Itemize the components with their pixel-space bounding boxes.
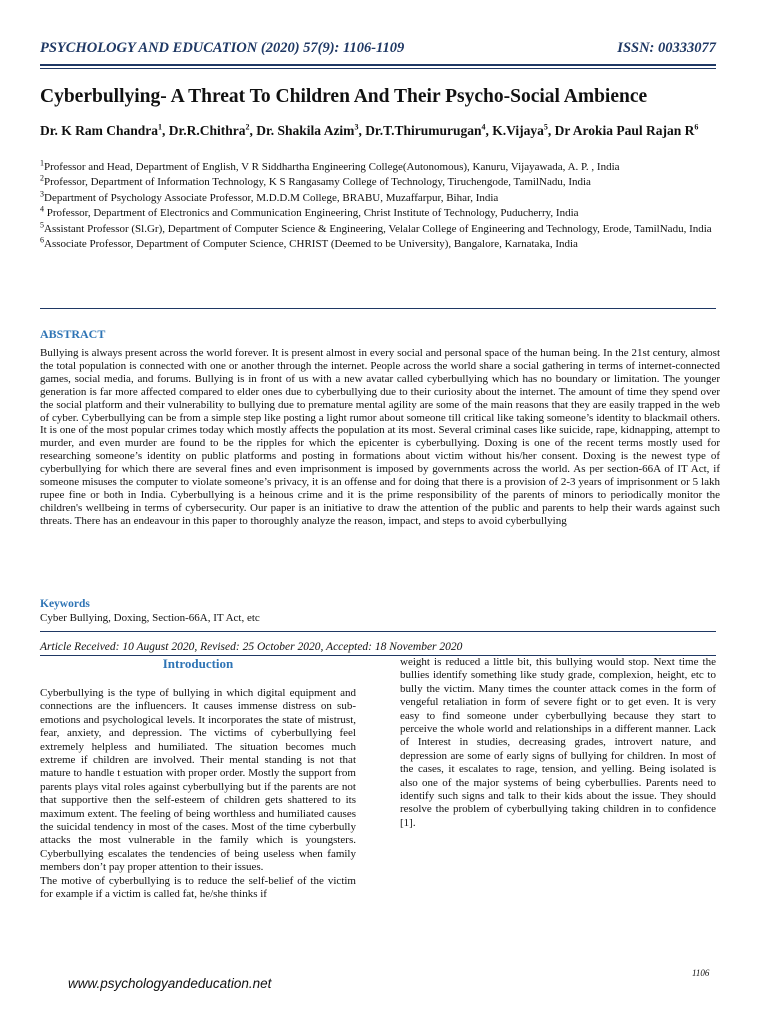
affiliation-text: Associate Professor, Department of Computer Science, CHRIST (Deemed to be University), Bangalore, Karnataka, India xyxy=(44,238,578,251)
affiliation-text: Professor, Department of Electronics and Communication Engineering, Christ Institute of Technology, Puducherry, India xyxy=(44,207,579,220)
journal-citation: PSYCHOLOGY AND EDUCATION (2020) 57(9): 1106-1109 xyxy=(40,40,405,56)
affiliation-text: Assistant Professor (Sl.Gr), Department of Computer Science & Engineering, Velalar College of Engineering and Technology, Erode, TamilNadu, India xyxy=(44,222,712,235)
keywords-rule xyxy=(40,631,716,632)
intro-column-left xyxy=(40,687,356,902)
affiliation-item xyxy=(40,206,720,221)
header-rule-thin xyxy=(40,68,716,69)
affiliation-number: 2 xyxy=(40,173,44,183)
affiliation-text: Department of Psychology Associate Professor, M.D.D.M College, BRABU, Muzaffarpur, Bihar, India xyxy=(44,191,499,204)
affiliation-text: Professor, Department of Information Technology, K S Rangasamy College of Technology, Tiruchengode, TamilNadu, India xyxy=(44,176,591,189)
author-name: Dr.R.Chithra xyxy=(168,123,246,138)
affiliation-number: 5 xyxy=(40,219,44,229)
affiliation-rule xyxy=(40,308,716,309)
header-rule xyxy=(40,64,716,66)
affiliation-item xyxy=(40,191,720,206)
introduction-heading: Introduction xyxy=(162,656,234,671)
intro-paragraph: weight is reduced a little bit, this bullying would stop. Next time the bullies identify something like study grade, complexion, height, etc to bully the victim. Many times the counter attack comes in the form of vengeful retaliation in form of severe fight or to get even. It is very easy to find someone under cyberbullying because they start to perceive the whole world and relationships in a different manner. Lack of Interest in studies, decreasing grades, introvert nature, and depression are some of early signs of bullying for children. In most of the cases, it escalates to rage, tension, and yelling. Being isolated is also one of the major systems of being cyberbullies. Parents need to identify such signs and talk to their kids about the issue. They should resolve the problem of cyberbullying taking children in to confidence [1]. xyxy=(400,656,716,829)
author-name: Dr.T.Thirumurugan xyxy=(365,123,482,138)
intro-paragraph: Cyberbullying is the type of bullying in which digital equipment and connections are the influencers. It causes immense distress on sub-emotions and psychological levels. It incorporates the state of mistrust, fear, anxiety, and depression. The victims of cyberbullying feel extremely helpless and humiliated. The situation becomes much extreme if children are involved. Their mental standing is not that mature to handle t estuation with proper order. Mostly the support from parents plays vital roles against cyberbullying but if the parents are not that supportive then the self-esteem of children gets shattered to its maximum extent. The feeling of being worthless and humiliated causes the suicidal tendency in most of the cases. Most of the time cyberbully attacks the most vulnerable in the family which is youngsters. Cyberbullying escalates the tendencies of being useless when family members don’t pay proper attention to their issues. xyxy=(40,687,356,874)
affiliation-item xyxy=(40,219,720,237)
keywords-text: Cyber Bullying, Doxing, Section-66A, IT Act, etc xyxy=(40,612,260,624)
journal-header xyxy=(40,40,716,57)
affiliation-text: Professor and Head, Department of English, V R Siddhartha Engineering College(Autonomous), Kanuru, Vijayawada, A. P. , India xyxy=(44,161,620,173)
author-name: Dr Arokia Paul Rajan R xyxy=(554,123,695,138)
affiliation-number: 6 xyxy=(40,235,44,245)
page-number: 1106 xyxy=(692,968,710,978)
paper-title: Cyberbullying- A Threat To Children And Their Psycho-Social Ambience xyxy=(40,86,648,107)
affiliation-list xyxy=(40,160,720,252)
author-affiliation-number: 4 xyxy=(481,122,486,132)
affiliation-number: 1 xyxy=(40,158,44,168)
abstract-heading: ABSTRACT xyxy=(40,327,106,341)
author-affiliation-number: 6 xyxy=(694,122,699,132)
journal-issn: ISSN: 00333077 xyxy=(617,40,716,56)
affiliation-item xyxy=(40,237,720,252)
author-affiliation-number: 1 xyxy=(158,122,163,132)
intro-paragraph: The motive of cyberbullying is to reduce the self-belief of the victim for example if a victim is called fat, he/she thinks if xyxy=(40,874,356,901)
author-list: Dr. K Ram Chandra$^1$, Dr.R.Chithra$^2$, Dr. Shakila Azim$^3$, Dr.T.Thirumurugan$^4$, K.Vijaya$^5$, Dr Arokia Paul Rajan $R^6$ xyxy=(40,122,699,138)
affiliation-item xyxy=(40,160,720,175)
article-dates: Article Received: 10 August 2020, Revised: 25 October 2020, Accepted: 18 November 2020 xyxy=(40,641,463,653)
author-name: Dr. K Ram Chandra xyxy=(40,123,159,138)
affiliation-item xyxy=(40,175,720,190)
intro-column-right xyxy=(400,656,716,830)
author-name: K.Vijaya xyxy=(492,123,544,138)
author-name: Dr. Shakila Azim xyxy=(256,123,355,138)
author-affiliation-number: 5 xyxy=(543,122,548,132)
affiliation-number: 3 xyxy=(40,189,44,199)
footer-url-link[interactable]: www.psychologyandeducation.net xyxy=(68,976,272,991)
keywords-heading: Keywords xyxy=(40,598,90,610)
abstract-text: Bullying is always present across the world forever. It is present almost in every social and personal space of the human being. In the 21st century, almost the total population is connected with one or another through the internet. People across the world share a social gathering in terms of internet-connected games, social media, and forums. Bullying is in front of us with a new avatar called cyberbullying which has no boundary or limitation. The younger generation is far more affected compared to elder ones due to cyberbullying due to their curiosity about the internet. The amount of time they spend over the social platform and their vulnerability to bullying due to premature mental agility are some of the main reasons that they are easily trapped in the web of cyber. Cyberbullying can be from a simple step like posting a light rumor about someone till critical like taking someone’s identity to blackmail others. It is one of the most popular crimes today which mostly affects the population at its most. Several criminal cases like suicide, rape, kidnapping, attempt to murder, and even murder are found to be the ripples for which the epicenter is cyberbullying. Doxing is one of the recent terms mostly used for researching someone’s identity on public platforms and posting in formations about victim without his/her consent. Doxing is the newest type of cyberbullying for which there are several fines and even imprisonment is imposed by governments across the world. As per section-66A of IT Act, if someone misuses the computer to violate someone’s privacy, it is an offense and for doing that there is a provision of 2-3 years of imprisonment or 5 lakh rupee fine or both in India. Cyberbullying is a heinous crime and it is the prime responsibility of the parents of minors to periodically monitor the children's wellbeing in terms of cybersecurity. Our paper is an initiative to draw the attention of the public and parents to help their wards against such threats. There has an endeavour in this paper to thoroughly analyze the reason, impact, and steps to avoid cyberbullying xyxy=(40,347,720,527)
author-affiliation-number: 2 xyxy=(245,122,250,132)
affiliation-number: 4 xyxy=(40,204,44,214)
author-affiliation-number: 3 xyxy=(354,122,359,132)
